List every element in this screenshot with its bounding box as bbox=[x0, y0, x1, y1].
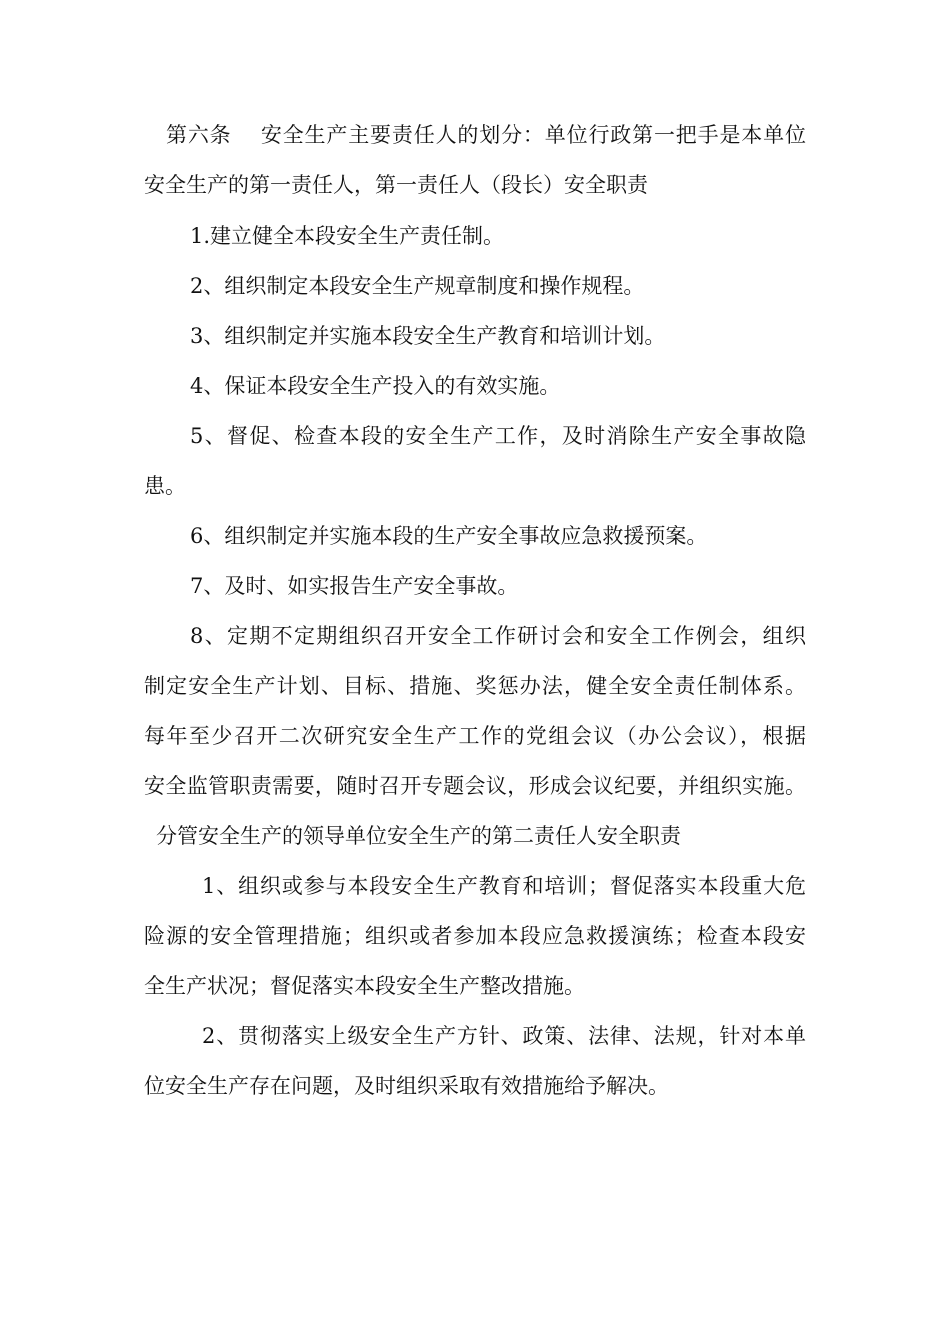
first-duty-8-line-2: 制定安全生产计划、目标、措施、奖惩办法，健全安全责任制体系。 bbox=[144, 674, 806, 698]
second-duty-2-line-2: 位安全生产存在问题，及时组织采取有效措施给予解决。 bbox=[144, 1074, 669, 1098]
first-duty-8-line-3: 每年至少召开二次研究安全生产工作的党组会议（办公会议），根据 bbox=[144, 724, 806, 748]
first-duty-6: 6、组织制定并实施本段的生产安全事故应急救援预案。 bbox=[190, 524, 708, 548]
second-duty-1-line-3: 全生产状况；督促落实本段安全生产整改措施。 bbox=[144, 974, 585, 998]
first-duty-8-line-4: 安全监管职责需要，随时召开专题会议，形成会议纪要，并组织实施。 bbox=[144, 774, 806, 798]
article-6-line-2: 安全生产的第一责任人，第一责任人（段长）安全职责 bbox=[144, 173, 648, 197]
second-duty-1-line-1: 1、组织或参与本段安全生产教育和培训；督促落实本段重大危 bbox=[202, 874, 806, 898]
first-duty-1: 1.建立健全本段安全生产责任制。 bbox=[190, 224, 505, 248]
first-duty-2: 2、组织制定本段安全生产规章制度和操作规程。 bbox=[190, 274, 645, 298]
first-duty-5-line-2: 患。 bbox=[144, 474, 186, 498]
first-duty-4: 4、保证本段安全生产投入的有效实施。 bbox=[190, 374, 561, 398]
second-duty-2-line-1: 2、贯彻落实上级安全生产方针、政策、法律、法规，针对本单 bbox=[202, 1024, 806, 1048]
first-duty-7: 7、及时、如实报告生产安全事故。 bbox=[190, 574, 519, 598]
second-responsible-heading: 分管安全生产的领导单位安全生产的第二责任人安全职责 bbox=[156, 824, 681, 848]
first-duty-8-line-1: 8、定期不定期组织召开安全工作研讨会和安全工作例会，组织 bbox=[190, 624, 806, 648]
first-duty-3: 3、组织制定并实施本段安全生产教育和培训计划。 bbox=[190, 324, 666, 348]
first-duty-5-line-1: 5、督促、检查本段的安全生产工作，及时消除生产安全事故隐 bbox=[190, 424, 806, 448]
article-6-line-1: 第六条 安全生产主要责任人的划分：单位行政第一把手是本单位 bbox=[166, 123, 806, 147]
second-duty-1-line-2: 险源的安全管理措施；组织或者参加本段应急救援演练；检查本段安 bbox=[144, 924, 806, 948]
